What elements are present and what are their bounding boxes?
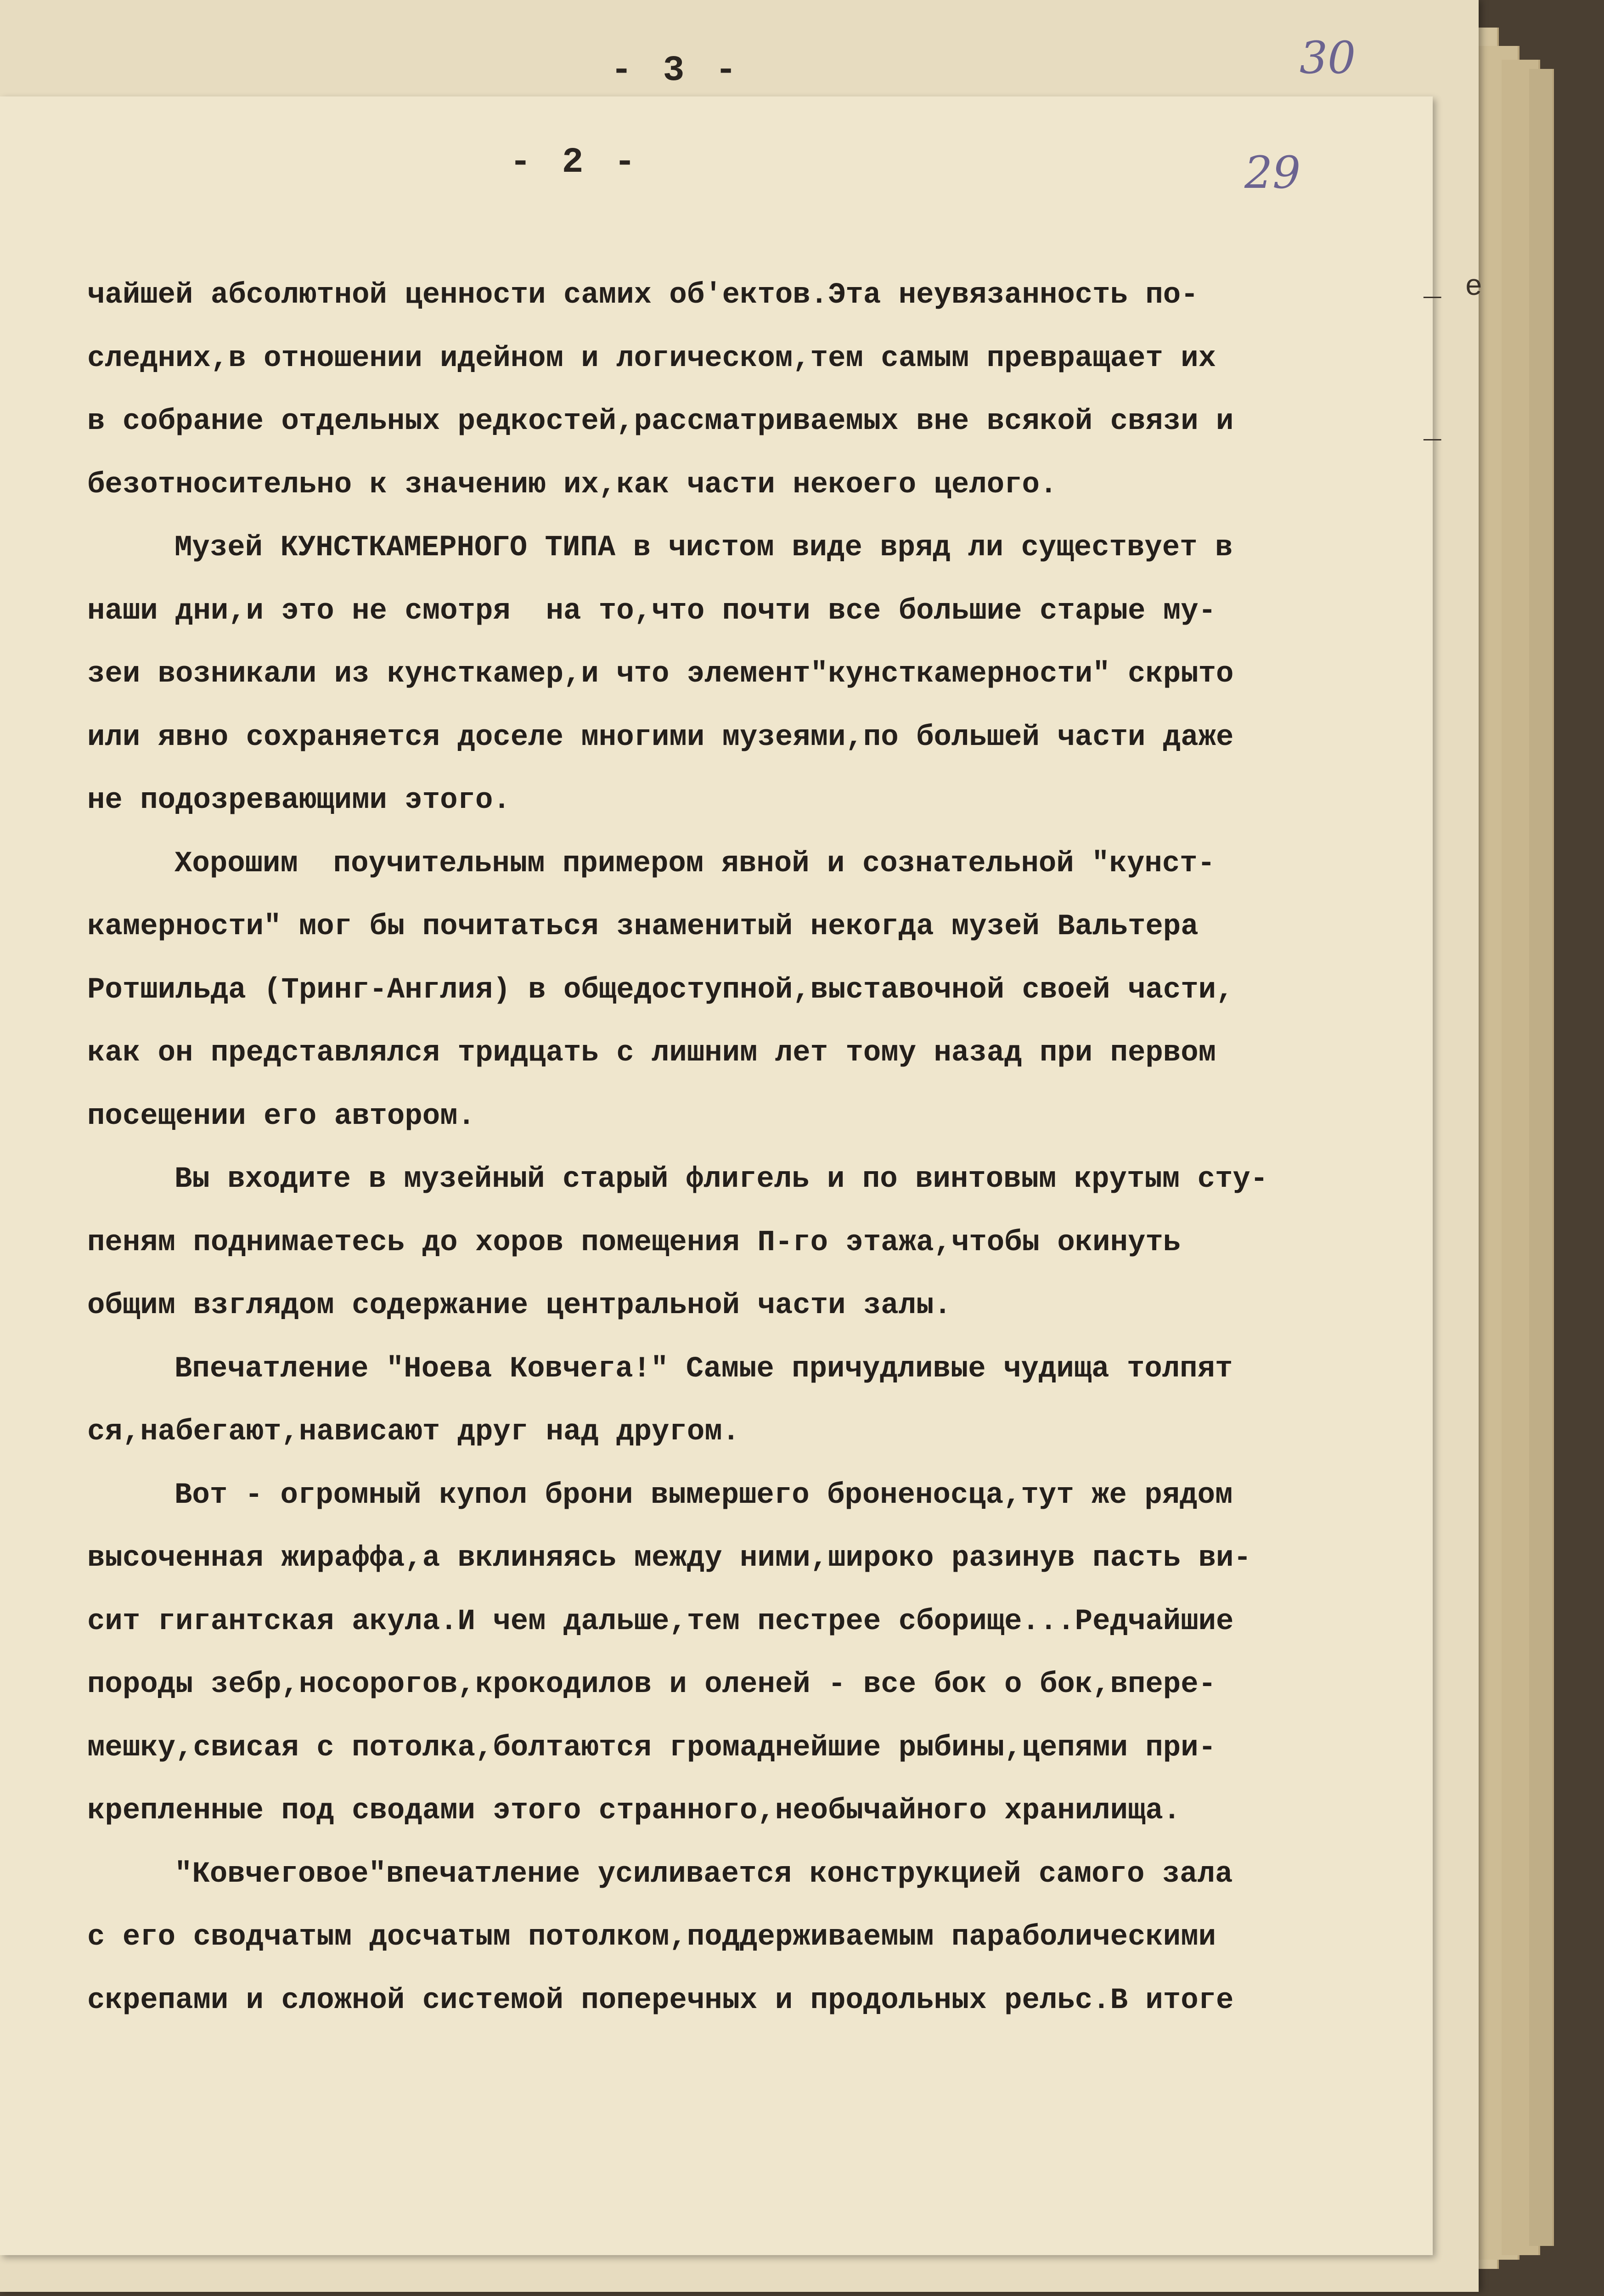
typewritten-text <box>87 264 1428 2032</box>
front-page-number: - 2 - <box>510 142 641 183</box>
margin-mark: е <box>1465 271 1483 304</box>
text-line: "Ковчеговое"впечатление усиливается конструкцией самого зала <box>174 1857 1233 1891</box>
text-line: скрепами и сложной системой поперечных и продольных рельс.В итоге <box>87 1984 1234 2017</box>
text-line: ся,набегают,нависают друг над другом. <box>87 1416 740 1449</box>
text-line: Вы входите в музейный старый флигель и по винтовым крутым сту- <box>174 1163 1268 1196</box>
text-line: зеи возникали из кунсткамер,и что элемент"кунсткамерности" скрыто <box>87 658 1234 691</box>
text-line: Музей КУНСТКАМЕРНОГО ТИПА в чистом виде вряд ли существует в <box>174 531 1233 564</box>
text-line: в собрание отдельных редкостей,рассматриваемых вне всякой связи и <box>87 405 1234 438</box>
text-line: как он представлялся тридцать с лишним лет тому назад при первом <box>87 1037 1216 1070</box>
front-folio-number: 29 <box>1244 147 1301 198</box>
text-line: с его сводчатым досчатым потолком,поддерживаемым параболическими <box>87 1921 1216 1954</box>
text-line: наши дни,и это не смотря на то,что почти все большие старые му- <box>87 594 1216 628</box>
text-line: следних,в отношении идейном и логическом,тем самым превращает их <box>87 342 1216 375</box>
text-line: Хорошим поучительным примером явной и сознательной "кунст- <box>174 847 1215 880</box>
back-folio-number: 30 <box>1300 32 1356 84</box>
text-line: посещении его автором. <box>87 1100 475 1133</box>
paper-stack-edge <box>1529 69 1554 2246</box>
text-line: камерности" мог бы почитаться знаменитый некогда музей Вальтера <box>87 910 1199 943</box>
text-line: высоченная жираффа,а вклиняясь между ними,широко разинув пасть ви- <box>87 1542 1251 1575</box>
text-line: безотносительно к значению их,как части некоего целого. <box>87 468 1058 502</box>
text-line: сит гигантская акула.И чем дальше,тем пестрее сборище...Редчайшие <box>87 1605 1234 1638</box>
text-line: Вот - огромный купол брони вымершего броненосца,тут же рядом <box>174 1478 1233 1512</box>
text-line: пеням поднимаетесь до хоров помещения П-го этажа,чтобы окинуть <box>87 1226 1181 1259</box>
text-line: крепленные под сводами этого странного,необычайного хранилища. <box>87 1794 1181 1828</box>
back-page-number: - 3 - <box>611 51 742 91</box>
text-line: или явно сохраняется доселе многими музеями,по большей части даже <box>87 721 1234 754</box>
text-line: мешку,свисая с потолка,болтаются громаднейшие рыбины,цепями при- <box>87 1731 1216 1765</box>
text-line: Ротшильда (Тринг-Англия) в общедоступной,выставочной своей части, <box>87 973 1234 1007</box>
text-line: не подозревающими этого. <box>87 784 511 817</box>
text-line: Впечатление "Ноева Ковчега!" Самые причудливые чудища толпят <box>174 1352 1233 1386</box>
text-line: общим взглядом содержание центральной части залы. <box>87 1289 951 1322</box>
margin-mark: _ <box>1424 413 1441 446</box>
text-line: чайшей абсолютной ценности самих об'ектов.Эта неувязанность по- <box>87 279 1199 312</box>
text-line: породы зебр,носорогов,крокодилов и оленей - все бок о бок,впере- <box>87 1668 1216 1701</box>
margin-mark: _ <box>1424 271 1441 304</box>
